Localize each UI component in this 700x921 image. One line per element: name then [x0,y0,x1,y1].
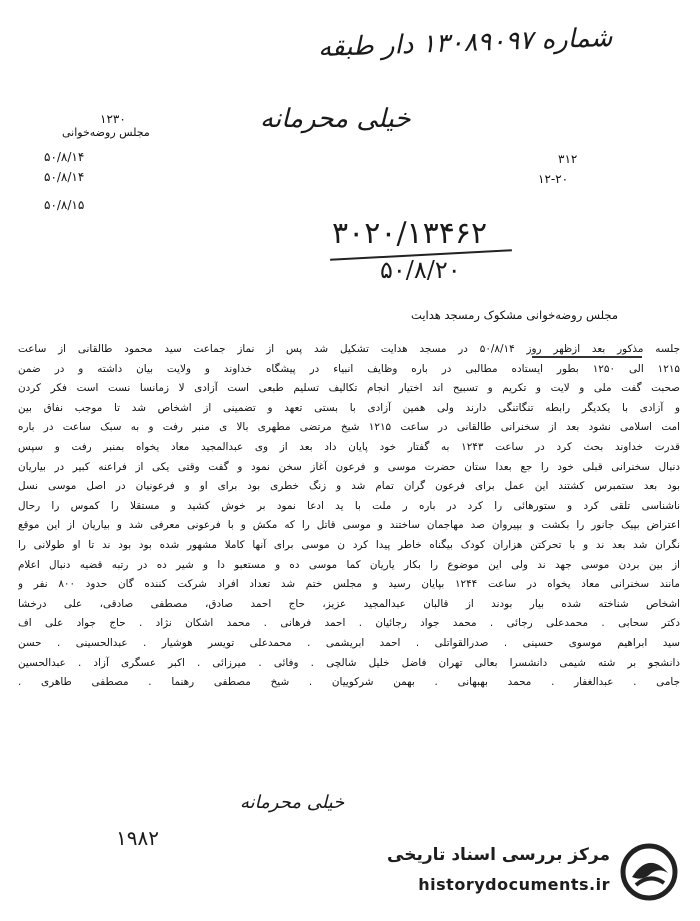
handwritten-reference: ۳۰۲۰/۱۳۴۶۲ [332,216,488,251]
handwritten-footer-number: ۱۹۸۲ [116,826,159,850]
archive-logo-icon [618,843,680,901]
document-subject: مجلس روضه‌خوانی مشکوک رمسجد هدایت [411,308,618,322]
handwritten-classification: خیلی محرمانه [260,104,411,134]
ref-number: ۳۱۲ [558,152,578,166]
body-line: دکتر سحابی . محمدعلی رجائی . محمد جواد رجائیان . احمد فرهانی . محمد اشکان نژاد . حاج جواد علی اف [18,617,680,630]
archive-watermark [380,837,680,907]
archive-url: historydocuments.ir [418,875,610,894]
date-1: ۵۰/۸/۱۴ [44,150,85,164]
body-line: دنبال سخنرانی قبلی خود را جع بعدا ستان حضرت موسی و فرعون آغاز سخن نمود و گفت وقتی یکی از فراعنه کبیر در بیاریان [18,460,680,473]
document-body [18,340,680,693]
handwritten-date: ۵۰/۸/۲۰ [380,256,461,284]
body-line: بود بعد ستمبرس کشتند این عمل برای فرعون گران تمام شد و زنگ خطری بود برای او و فرعونیان در اصل موسی نسل [18,480,680,493]
body-line: و آزادی با یکدیگر رابطه تنگاتنگی دارند ولی همین آزادی با بستی تعهد و تضمینی از اشخاص شد تا موجب نفاق بین [18,401,680,414]
handwritten-top-note: شماره ۱۳۰۸۹۰۹۷ دار طبقه [317,22,613,64]
body-line: جلسه مذکور بعد ازظهر روز ۵۰/۸/۱۴ در مسجد هدایت تشکیل شد پس از نماز جماعت سید محمود طالقانی از ساعت [18,343,680,355]
date-3: ۵۰/۸/۱۵ [44,198,85,212]
file-number: ۱۲۳۰ [100,112,126,126]
name-underline [532,356,642,358]
body-line: مانند سخنرانی معاد یخواه در ساعت ۱۲۴۴ بپایان رسید و مجلس ختم شد تعداد افراد شرکت کننده گان حدود ۸۰۰ نفر و [18,578,680,591]
body-line: اعتراض بپیک جانور را بکشت و بپیروان صد مهاجمان ساختند و موسی قاتل را که مکش و با فرعونی معرفی شد و بیاریان از این موقع [18,519,680,532]
body-line: نگران شد بعد ند و با تحرکتن هزاران کودک بیگناه خاطر پیدا کرد ن موسی برای آنها کاملا مشهور شده بود بود ند تا او طولانی را [18,538,680,551]
body-line: صحبت گفت ملی و لایت و تکریم و تسبیح اند اختیار انجام تکالیف تسلیم طبعی است آزادی لا زمانسا نست است فکر کردن [18,382,680,395]
body-line: ناشناسی تلقی کرد و ستورهائی را کرد در باره ر ملت با ید ادعا نمود بر خوش کشید و مستقلا را کموس را رحال [18,499,680,512]
handwritten-signature: خیلی محرمانه [240,792,345,813]
body-line: سید ابراهیم موسوی حسینی . صدرالقواتلی . احمد ابریشمی . محمدعلی تویسر هوشیار . عبدالحسینی . حسن [18,636,680,649]
file-label: مجلس روضه‌خوانی [62,126,150,139]
body-line: جامی . عبدالغفار . محمد بهبهانی . بهمن شرکوییان . شیخ مصطفی رهنما . مصطفی طاهری . [18,676,680,689]
archive-title: مرکز بررسی اسناد تاریخی [387,845,610,865]
date-2: ۵۰/۸/۱۴ [44,170,85,184]
body-line: ۱۲۱۵ الی ۱۲۵۰ بطور ایستاده مطالبی در باره وظایف انبیاء در پیشگاه خداوند و ولایت بیان داشته و در ضمن [18,362,680,375]
body-line: قدرت خداوند بحث کرد در ساعت ۱۲۴۳ به گفتار خود پایان داد بعد از وی عبدالمجید معاد یخواه بمنبر رفت و سپس [18,440,680,453]
body-line: از بین بردن موسی جهد ند ولی این موضوع را بکار یاریان کما موسی ده و مستعبو دا و شیر ده در رتبه قضیه دنبال اعلام [18,558,680,571]
ref-sub: ۱۲-۲۰ [538,172,569,186]
body-line: امت اسلامی نشود بعد از سخنرانی طالقانی در ساعت ۱۲۱۵ شیخ مرتضی مطهری بالا ی منبر رفت و به سبک ساعت در باره [18,421,680,434]
body-line: اشخاص شناخته شده بیار بودند از قالبان عبدالمجید عزیز، حاج احمد صادق، مصطفی صادقی، علی درخشا [18,597,680,610]
body-line: دانشجو بر شته شیمی دانشسرا بعالی تهران فاضل خلیل شالچی . وفائی . میرزائی . اکبر عسگری آزاد . عبدالحسین [18,656,680,669]
